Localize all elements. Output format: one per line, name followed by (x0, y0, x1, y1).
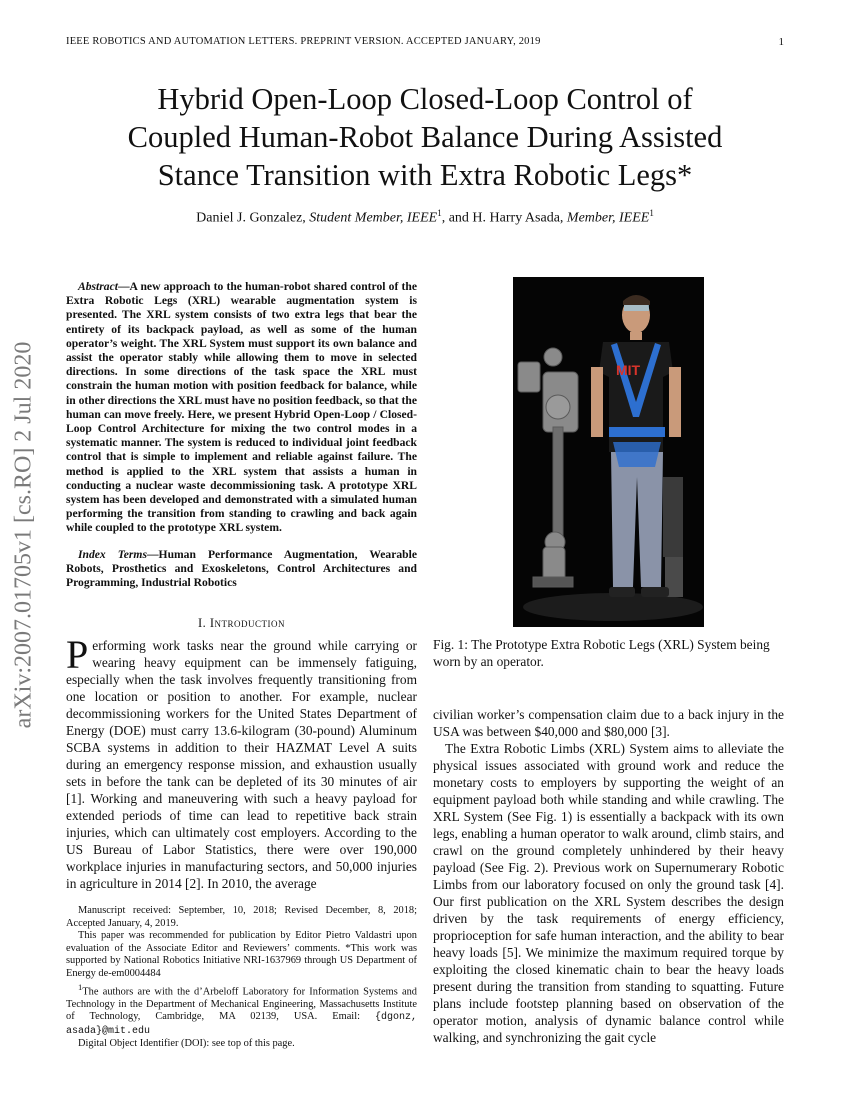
paper-title (60, 80, 790, 194)
footnote-received: Manuscript received: September, 10, 2018; Revised December, 8, 2018; Accepted January, 4, 2019. (66, 905, 417, 929)
author-2-role: Member, IEEE (566, 210, 650, 226)
right-paragraph-2: The Extra Robotic Limbs (XRL) System aims to alleviate the physical issues associated with ground work and reduce the monetary costs to employers by supporting the weight of an equipment payload both while standing and while crawling. The XRL System (See Fig. 1) is essentially a backpack with its own legs, enabling a human operator to walk around, climb stairs, and crawl on the ground completely unhindered by their heavy payload (See Fig. 2). Previous work on Supernumerary Robotic Limbs from our laboratory focused on only the ground task [4]. Our first publication on the XRL System describes the design driven by the task requirements of energy efficiency, proprioception for safe human interaction, and the ability to bear heavy loads [5]. We minimize the maximum required torque by exploiting the closed kinematic chain to bear the heavy loads present during the transition from standing to squatting. Future plans include footstep planning based on observation of the operator motion, analysis of dynamic balance control while walking, and synchronizing the gait cycle (433, 741, 784, 1045)
author-1-name: Daniel J. Gonzalez, (196, 210, 306, 226)
author-line (60, 208, 790, 227)
author-separator: , and H. Harry Asada, (441, 210, 564, 226)
index-terms-text: —Human Performance Augmentation, Wearable Robots, Prosthetics and Exoskeletons, Control Architectures and Programming, Industrial Robotics (66, 548, 417, 590)
title-line-3: Stance Transition with Extra Robotic Legs* (157, 158, 693, 192)
footnote-email: {dgonz, asada}@mit.edu (66, 1012, 417, 1037)
footnote-affil-text: The authors are with the d’Arbeloff Laboratory for Information Systems and Technology in the Department of Mechanical Engineering, Massachusetts Institute of Technology, Cambridge, MA 02139, USA. Email: (66, 986, 417, 1023)
title-line-1: Hybrid Open-Loop Closed-Loop Control of (157, 82, 693, 116)
abstract-text: —A new approach to the human-robot shared control of the Extra Robotic Legs (XRL) wearable augmentation system is presented. The XRL system consists of two extra legs that bear the entirety of its backpack payload, as well as some of the human operator’s weight. The XRL System must support its own balance and assist the operator stably while allowing them to move in selected directions. In some directions of the task space the XRL must constrain the human motion with position feedback for balance, while in other directions the XRL must have no position feedback, so that the human can move freely. Here, we present Hybrid Open-Loop / Closed-Loop Control Architecture for mixing the two control modes in a systematic manner. The system is reduced to individual joint feedback control that is simple to implement and reliable against failure. The method is applied to the XRL system that assists a human in conducting a nuclear waste decommissioning task. A prototype XRL system has been developed and demonstrated with a simulated human performing the transition from standing to crawling and back again while coupled to the prototype XRL system. (66, 280, 417, 535)
xrl-photo-illustration (513, 277, 704, 627)
arxiv-stamp-text: arXiv:2007.01705v1 [cs.RO] 2 Jul 2020 (10, 341, 37, 729)
section-heading (66, 616, 417, 631)
robot-motor-upper (518, 362, 540, 392)
author-1-role: Student Member, IEEE (309, 210, 438, 226)
footnote-affil-sup: 1 (78, 981, 83, 992)
page-number: 1 (778, 36, 784, 48)
right-paragraph-1: civilian worker’s compensation claim due to a back injury in the USA was between $40,000 and $80,000 [3]. (433, 707, 784, 739)
intro-paragraph (66, 632, 417, 892)
abstract (66, 280, 417, 536)
abstract-label: Abstract (78, 280, 118, 293)
intro-text: erforming work tasks near the ground while carrying or wearing heavy equipment can be immensely fatiguing, especially when the task involves frequently transitioning from one location or position to another. For example, nuclear decommissioning workers for the United States Department of Energy (DOE) must carry 13.6-kilogram (30-pound) Aluminum SCBA systems in addition to their HAZMAT Level A suits during an emergency response mission, and exhaustion usually sets in before the tank can be depleted of its 30 minutes of air [1]. Working and maneuvering with such a heavy payload for extended periods of time can lead to repetitive back strain injuries, which can ultimately cost employers. According to the US Bureau of Labor Statistics, there were over 190,000 workplace injuries in manufacturing sectors, and 50,000 injuries in agriculture in 2014 [2]. In 2010, the average (66, 638, 417, 891)
footnote-doi: Digital Object Identifier (DOI): see top of this page. (78, 1038, 295, 1050)
arxiv-stamp (4, 300, 44, 770)
right-column-body (433, 706, 784, 1046)
figure-1-photo (513, 277, 704, 627)
index-terms-label: Index Terms (78, 548, 147, 561)
figure-1-caption: Fig. 1: The Prototype Extra Robotic Legs (XRL) System being worn by an operator. (433, 637, 770, 669)
footnotes (66, 905, 417, 1051)
shirt-lettering: MIT (615, 362, 641, 378)
footnote-affiliation (66, 981, 417, 1039)
author-1-affil: 1 (437, 208, 442, 218)
index-terms (66, 548, 417, 591)
section-number: I. (197, 616, 210, 630)
footnote-recommended: This paper was recommended for publication by Editor Pietro Valdastri upon evaluation of the Associate Editor and Reviewers’ comments. *This work was supported by National Robotics Initiative NRI-1637969 through US Department of Energy de-em0004484 (66, 930, 417, 979)
running-header: IEEE ROBOTICS AND AUTOMATION LETTERS. PREPRINT VERSION. ACCEPTED JANUARY, 2019 (66, 36, 541, 47)
author-2-affil: 1 (649, 208, 654, 218)
title-line-2: Coupled Human-Robot Balance During Assisted (127, 120, 723, 154)
drop-cap: P (66, 632, 89, 677)
section-name: Introduction (209, 616, 286, 630)
